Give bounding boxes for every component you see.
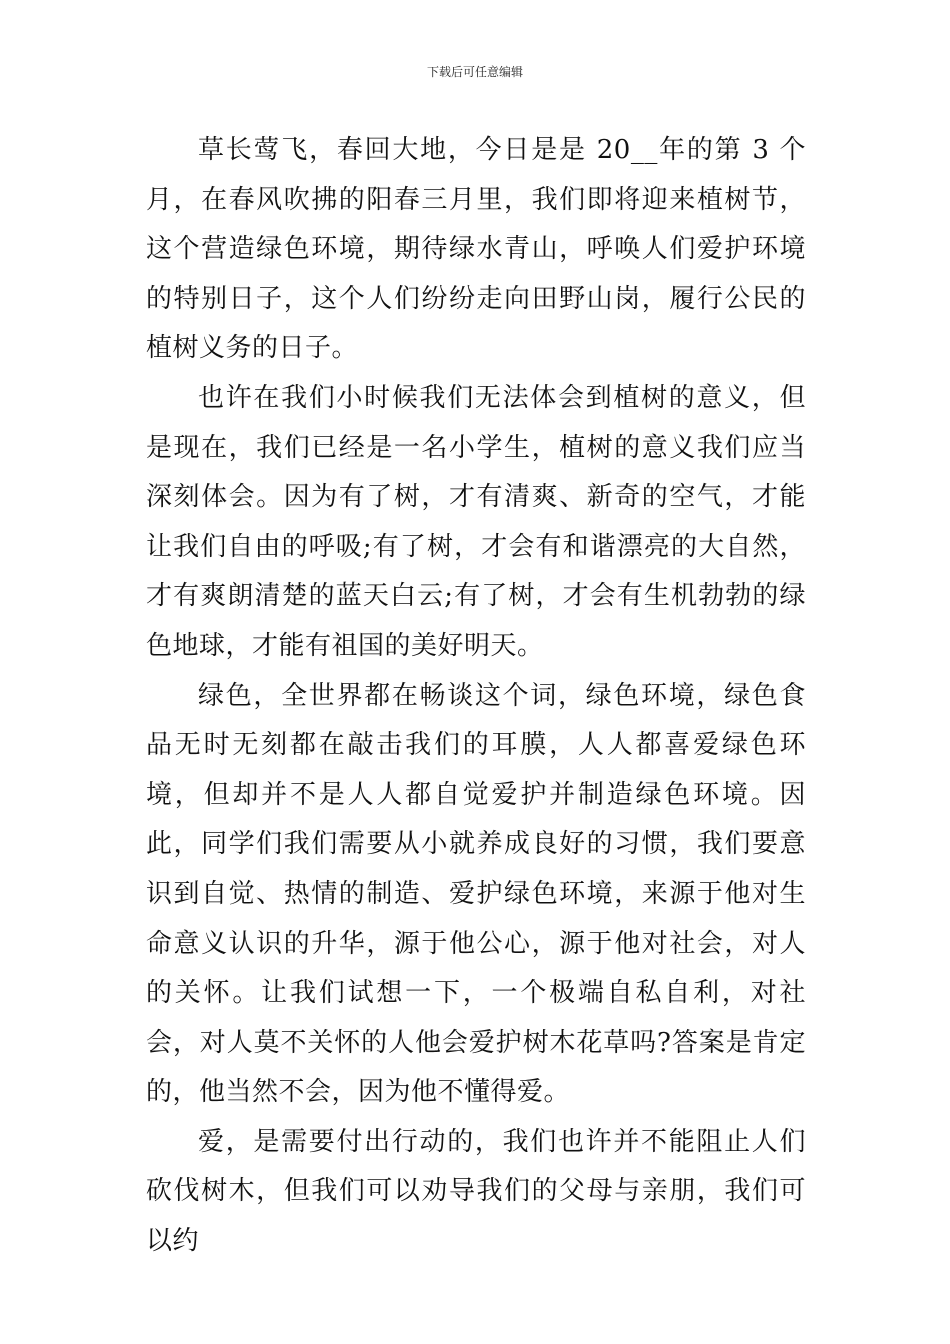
page-header-note: 下载后可任意编辑	[426, 65, 523, 79]
paragraph-3: 绿色，全世界都在畅谈这个词，绿色环境，绿色食品无时无刻都在敲击我们的耳膜，人人都喜爱绿色环境，但却并不是人人都自觉爱护并制造绿色环境。因此，同学们我们需要从小就养成良好的习惯，我们要意识到自觉、热情的制造、爱护绿色环境，来源于他对生命意义认识的升华，源于他公心，源于他对社会，对人的关怀。让我们试想一下，一个极端自私自利，对社会，对人莫不关怀的人他会爱护树木花草吗?答案是肯定的，他当然不会，因为他不懂得爱。	[146, 680, 806, 1108]
paragraph-4: 爱，是需要付出行动的，我们也许并不能阻止人们砍伐树木，但我们可以劝导我们的父母与亲朋，我们可以约	[146, 1126, 806, 1257]
document-body	[146, 126, 806, 1267]
paragraph-1: 草长莺飞，春回大地，今日是是 20__年的第 3 个月，在春风吹拂的阳春三月里，我们即将迎来植树节，这个营造绿色环境，期待绿水青山，呼唤人们爱护环境的特别日子，这个人们纷纷走向田野山岗，履行公民的植树义务的日子。	[146, 135, 806, 364]
paragraph-2: 也许在我们小时候我们无法体会到植树的意义，但是现在，我们已经是一名小学生，植树的意义我们应当深刻体会。因为有了树，才有清爽、新奇的空气，才能让我们自由的呼吸;有了树，才会有和谐漂亮的大自然，才有爽朗清楚的蓝天白云;有了树，才会有生机勃勃的绿色地球，才能有祖国的美好明天。	[146, 382, 806, 661]
